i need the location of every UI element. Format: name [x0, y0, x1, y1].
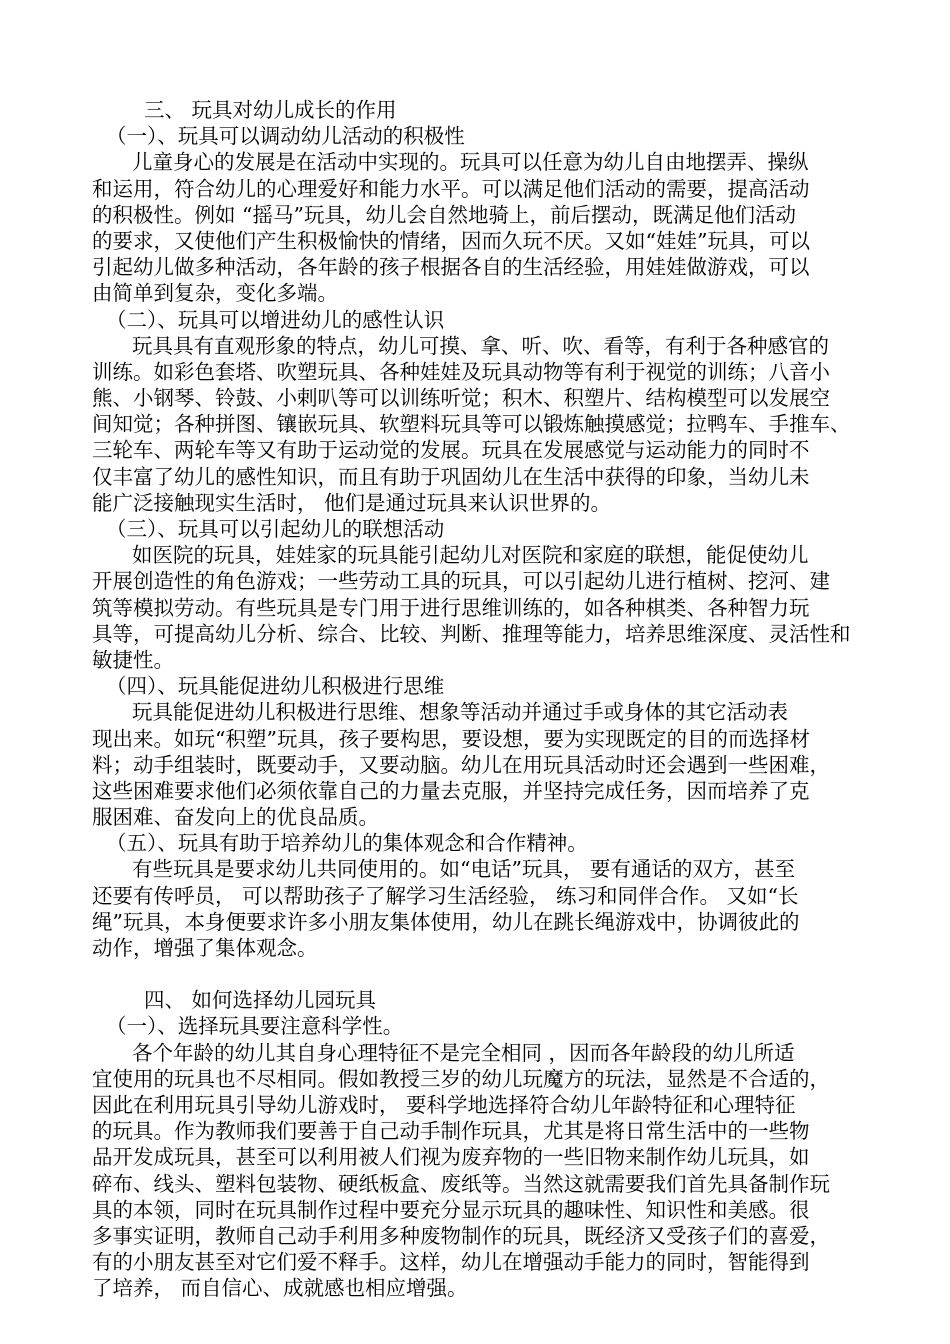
paragraph [92, 542, 862, 673]
paragraph-line: 和运用，符合幼儿的心理爱好和能力水平。可以满足他们活动的需要，提高活动 [92, 176, 810, 201]
paragraph-line: 筑等模拟劳动。有些玩具是专门用于进行思维训练的，如各种棋类、各种智力玩 [92, 595, 810, 620]
section-spacer [92, 961, 862, 987]
subsection-heading: （一）、选择玩具要注意科学性。 [106, 1014, 404, 1039]
paragraph-line: 有些玩具是要求幼儿共同使用的。如“电话”玩具， 要有通话的双方，甚至 [132, 857, 795, 882]
paragraph-line: 玩具具有直观形象的特点，幼儿可摸、拿、听、吹、看等，有利于各种感官的 [132, 333, 829, 358]
section-heading: 三、 玩具对幼儿成长的作用 [144, 98, 397, 122]
document-body [92, 97, 862, 1301]
paragraph-line: 的玩具。作为教师我们要善于自己动手制作玩具，尤其是将日常生活中的一些物 [92, 1119, 810, 1144]
paragraph-line: 品开发成玩具，甚至可以利用被人们视为废弃物的一些旧物来制作幼儿玩具，如 [92, 1145, 810, 1170]
section-heading: 四、 如何选择幼儿园玩具 [144, 988, 377, 1013]
paragraph-line: 由简单到复杂，变化多端。 [92, 281, 338, 306]
paragraph-line: 开展创造性的角色游戏；一些劳动工具的玩具，可以引起幼儿进行植树、挖河、建 [92, 569, 830, 594]
paragraph-line: 服困难、奋发向上的优良品质。 [92, 805, 379, 830]
paragraph-line: 的要求，又使他们产生积极愉快的情绪，因而久玩不厌。又如“娃娃”玩具，可以 [92, 228, 810, 253]
paragraph [92, 333, 862, 516]
paragraph-line: 因此在利用玩具引导幼儿游戏时， 要科学地选择符合幼儿年龄特征和心理特征 [92, 1092, 796, 1117]
paragraph [92, 856, 862, 961]
paragraph-line: 引起幼儿做多种活动，各年龄的孩子根据各自的生活经验，用娃娃做游戏，可以 [92, 255, 810, 280]
paragraph-line: 各个年龄的幼儿其自身心理特征不是完全相同 ，因而各年龄段的幼儿所适 [132, 1040, 795, 1065]
paragraph-line: 宜使用的玩具也不尽相同。假如教授三岁的幼儿玩魔方的玩法，显然是不合适的， [92, 1066, 830, 1091]
subsection-heading: （二）、玩具可以增进幼儿的感性认识 [106, 307, 445, 332]
paragraph-line: 具的本领，同时在玩具制作过程中要充分显示玩具的趣味性、知识性和美感。很 [92, 1197, 810, 1222]
paragraph-line: 熊、小钢琴、铃鼓、小剌叭等可以训练听觉；积木、积塑片、结构模型可以发展空 [92, 386, 830, 411]
paragraph-line: 三轮车、两轮车等又有助于运动觉的发展。玩具在发展感觉与运动能力的同时不 [92, 438, 810, 463]
paragraph-line: 的积极性。例如 “摇马”玩具，幼儿会自然地骑上，前后摆动，既满足他们活动 [92, 202, 796, 227]
paragraph-line: 绳”玩具，本身便要求许多小朋友集体使用，幼儿在跳长绳游戏中，协调彼此的 [92, 909, 800, 934]
paragraph-line: 还要有传呼员， 可以帮助孩子了解学习生活经验， 练习和同伴合作。 又如“长 [92, 883, 799, 908]
paragraph [92, 699, 862, 830]
paragraph-line: 训练。如彩色套塔、吹塑玩具、各种娃娃及玩具动物等有利于视觉的训练；八音小 [92, 359, 830, 384]
paragraph-line: 敏捷性。 [92, 647, 174, 672]
paragraph-line: 玩具能促进幼儿积极进行思维、想象等活动并通过手或身体的其它活动表 [132, 700, 788, 725]
paragraph-line: 有的小朋友甚至对它们爱不释手。这样，幼儿在增强动手能力的同时，智能得到 [92, 1250, 810, 1275]
paragraph-line: 料；动手组装时，既要动手，又要动脑。幼儿在用玩具活动时还会遇到一些困难， [92, 752, 830, 777]
paragraph-line: 现出来。如玩“积塑”玩具，孩子要构思，要设想，要为实现既定的目的而选择材 [92, 726, 810, 751]
paragraph-line: 间知觉；各种拼图、镶嵌玩具、软塑料玩具等可以锻炼触摸感觉；拉鸭车、手推车、 [92, 412, 851, 437]
paragraph-line: 具等，可提高幼儿分析、综合、比较、判断、推理等能力，培养思维深度、灵活性和 [92, 621, 851, 646]
subsection-heading: （五）、玩具有助于培养幼儿的集体观念和合作精神。 [106, 831, 588, 856]
paragraph-line: 碎布、线头、塑料包装物、硬纸板盒、废纸等。当然这就需要我们首先具备制作玩 [92, 1171, 830, 1196]
paragraph-line: 如医院的玩具，娃娃家的玩具能引起幼儿对医院和家庭的联想，能促使幼儿 [132, 543, 809, 568]
subsection-heading: （一）、玩具可以调动幼儿活动的积极性 [106, 124, 465, 149]
paragraph [92, 1040, 862, 1302]
paragraph-line: 这些困难要求他们必须依靠自己的力量去克服，并坚持完成任务，因而培养了克 [92, 778, 810, 803]
paragraph-line: 儿童身心的发展是在活动中实现的。玩具可以任意为幼儿自由地摆弄、操纵 [132, 150, 809, 175]
paragraph [92, 149, 862, 306]
paragraph-line: 仅丰富了幼儿的感性知识，而且有助于巩固幼儿在生活中获得的印象，当幼儿未 [92, 464, 810, 489]
paragraph-line: 能广泛接触现实生活时， 他们是通过玩具来认识世界的。 [92, 490, 612, 515]
paragraph-line: 了培养， 而自信心、成就感也相应增强。 [92, 1276, 468, 1301]
subsection-heading: （三）、玩具可以引起幼儿的联想活动 [106, 517, 445, 541]
subsection-heading: （四）、玩具能促进幼儿积极进行思维 [106, 674, 445, 699]
paragraph-line: 动作，增强了集体观念。 [92, 936, 318, 960]
paragraph-line: 多事实证明，教师自己动手利用多种废物制作的玩具，既经济又受孩子们的喜爱， [92, 1223, 830, 1248]
